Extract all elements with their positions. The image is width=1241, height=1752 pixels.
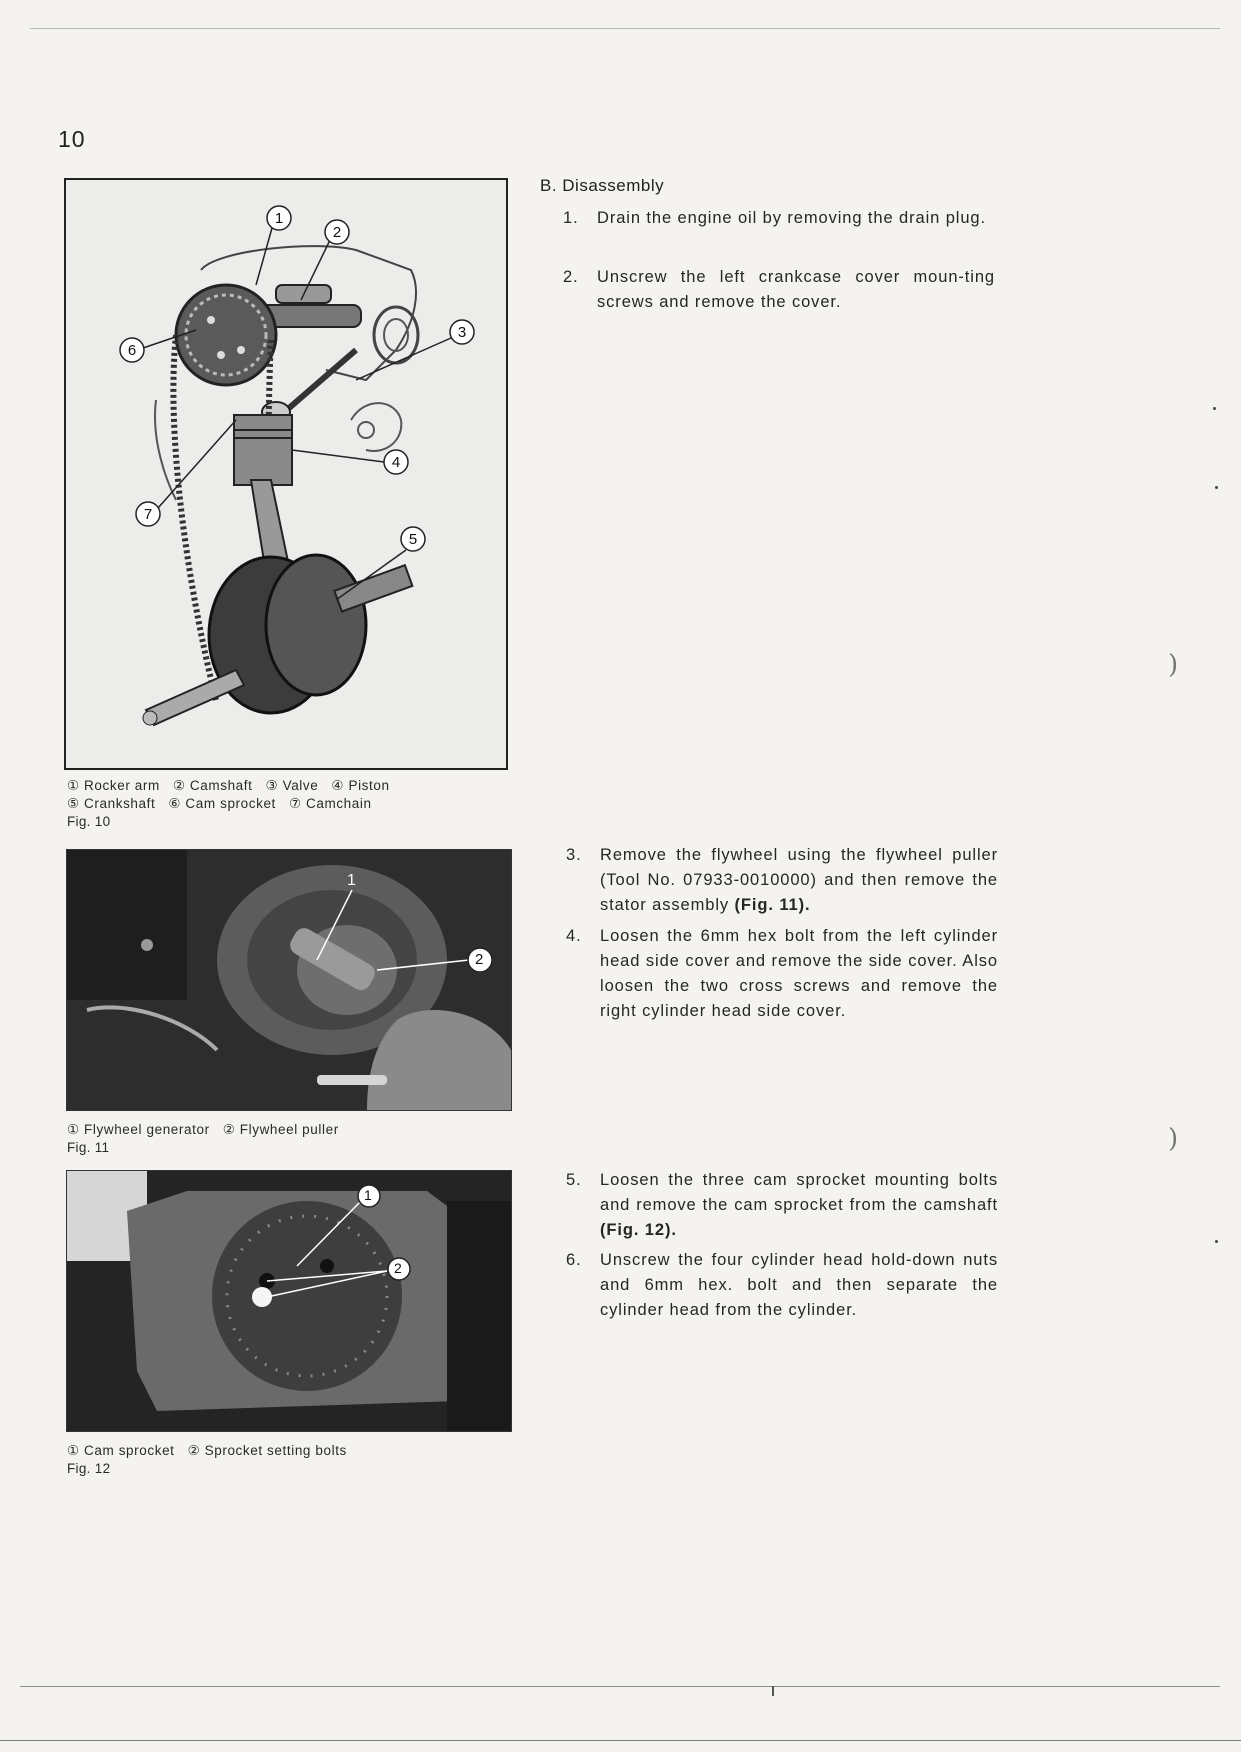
step-2-number: 2. <box>563 268 579 286</box>
fig12-callout-1: 1 <box>364 1187 372 1203</box>
fig11-callout-1: 1 <box>347 872 356 889</box>
step-3-number: 3. <box>566 846 582 864</box>
step-4-number: 4. <box>566 927 582 945</box>
step-5-text: Loosen the three cam sprocket mounting bolts and remove the cam sprocket from the camshaft <box>600 1171 998 1214</box>
step-4-text: Loosen the 6mm hex bolt from the left cylinder head side cover and remove the side cover. Also loosen the two cross screws and remove the right cylinder head side cover. <box>600 927 998 1020</box>
fig10-illustration <box>64 178 508 770</box>
fig11-caption-line1: ① Flywheel generator ② Flywheel puller <box>67 1122 339 1137</box>
callout-1: 1 <box>274 210 284 227</box>
top-rule <box>30 28 1220 29</box>
page-number: 10 <box>58 126 86 152</box>
fig10-label: Fig. 10 <box>67 814 111 829</box>
margin-bracket-1: ) <box>1168 650 1179 680</box>
fig10-caption-line1: ① Rocker arm ② Camshaft ③ Valve ④ Piston <box>67 778 390 793</box>
margin-dot-1 <box>1213 407 1216 410</box>
fig11-photo <box>66 849 512 1111</box>
fig12-photo <box>66 1170 512 1432</box>
fig10-caption-line2: ⑤ Crankshaft ⑥ Cam sprocket ⑦ Camchain <box>67 796 372 811</box>
step-3-text: Remove the flywheel using the flywheel puller (Tool No. 07933-0010000) and then remove the stator assembly <box>600 846 998 914</box>
fig12-caption <box>67 1442 347 1478</box>
step-2-text: Unscrew the left crankcase cover moun-ting screws and remove the cover. <box>597 268 995 311</box>
step-6-text: Unscrew the four cylinder head hold-down nuts and 6mm hex. bolt and then separate the cylinder head from the cylinder. <box>600 1251 998 1319</box>
fig10-callouts <box>66 180 506 768</box>
fig11-callout-2: 2 <box>475 951 484 968</box>
bottom-edge <box>0 1740 1241 1741</box>
step-1-text: Drain the engine oil by removing the drain plug. <box>597 209 986 227</box>
fig12-label: Fig. 12 <box>67 1461 111 1476</box>
fig11-label: Fig. 11 <box>67 1140 110 1155</box>
fig10-caption <box>67 777 390 831</box>
callout-6: 6 <box>127 342 137 359</box>
callout-2: 2 <box>332 224 342 241</box>
margin-bracket-2: ) <box>1168 1124 1179 1154</box>
step-6-number: 6. <box>566 1251 582 1269</box>
bottom-tick <box>772 1686 774 1696</box>
callout-5: 5 <box>408 531 418 548</box>
margin-dot-2 <box>1215 486 1218 489</box>
fig12-callout-2: 2 <box>394 1260 402 1276</box>
fig12-caption-line1: ① Cam sprocket ② Sprocket setting bolts <box>67 1443 347 1458</box>
cam-sprocket-photo-drawing <box>67 1171 511 1431</box>
step-5-number: 5. <box>566 1171 582 1189</box>
margin-dot-3 <box>1215 1240 1218 1243</box>
callout-4: 4 <box>391 454 401 471</box>
callout-3: 3 <box>457 324 467 341</box>
step-3-fig-ref: (Fig. 11). <box>734 896 811 914</box>
step-1-number: 1. <box>563 209 579 227</box>
step-5-fig-ref: (Fig. 12). <box>600 1221 677 1239</box>
flywheel-photo-drawing <box>67 850 511 1110</box>
bottom-rule <box>20 1686 1220 1687</box>
callout-7: 7 <box>143 506 153 523</box>
fig11-caption <box>67 1121 339 1157</box>
section-heading: B. Disassembly <box>540 176 665 195</box>
